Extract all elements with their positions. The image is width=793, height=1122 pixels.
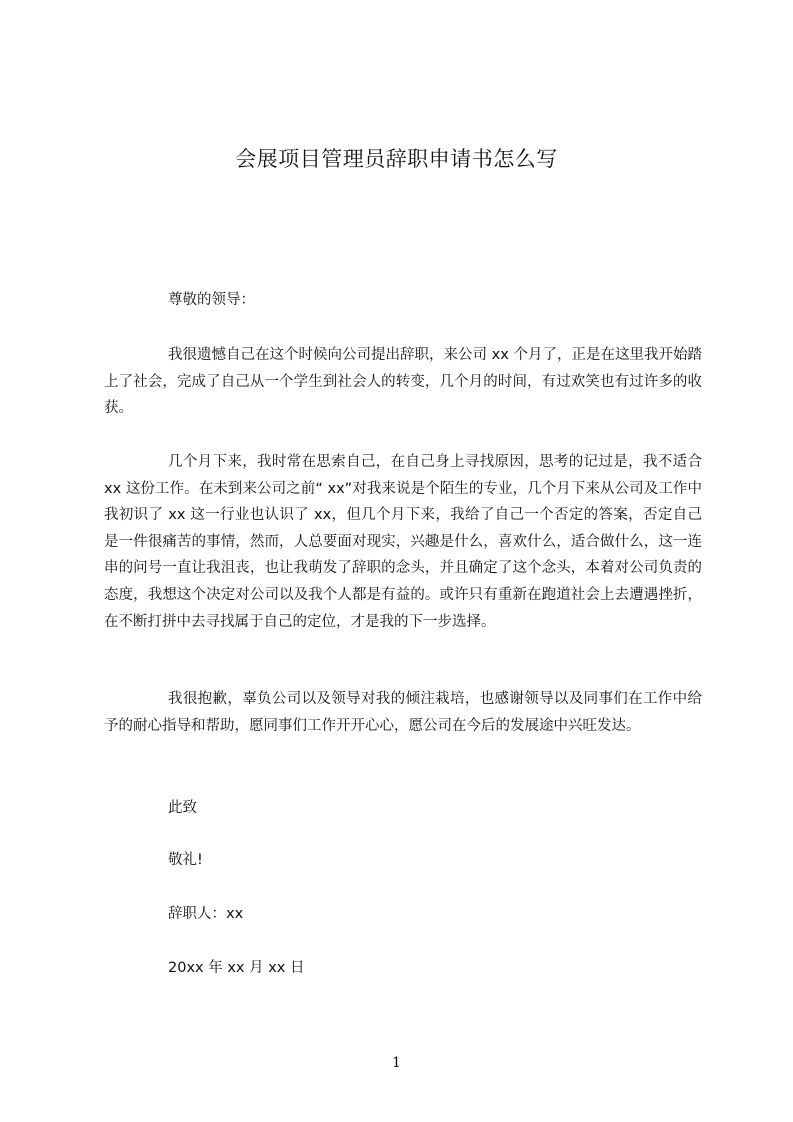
closing-line: 此致: [168, 800, 197, 816]
document-title: 会展项目管理员辞职申请书怎么写: [235, 147, 558, 171]
body-paragraph-2: 几个月下来，我时常在思索自己，在自己身上寻找原因，思考的记过是，我不适合 xx 这份工作。在未到来公司之前“ xx”对我来说是个陌生的专业，几个月下来从公司及工作中我初识了 xx 这一行业也认识了 xx，但几个月下来，我给了自己一个否定的答案，否定自己是一件很痛苦的事情，然而，人总要面对现实，兴趣是什么，喜欢什么，适合做什么，这一连串的问号一直让我沮丧，也让我萌发了辞职的念头，并且确定了这个念头，本着对公司负责的态度，我想这个决定对公司以及我个人都是有益的。或许只有重新在跑道社会上去遭遇挫折，在不断打拼中去寻找属于自己的定位，才是我的下一步选择。: [104, 454, 702, 630]
body-paragraph-1: 我很遗憾自己在这个时候向公司提出辞职，来公司 xx 个月了，正是在这里我开始踏上了社会，完成了自己从一个学生到社会人的转变，几个月的时间，有过欢笑也有过许多的收获。: [104, 347, 702, 417]
page-number: 1: [392, 1055, 401, 1071]
signature-line: 辞职人：xx: [168, 906, 244, 922]
date-line: 20xx 年 xx 月 xx 日: [168, 960, 305, 976]
regards-line: 敬礼!: [168, 852, 203, 868]
body-paragraph-3: 我很抱歉，辜负公司以及领导对我的倾注栽培，也感谢领导以及同事们在工作中给予的耐心指导和帮助，愿同事们工作开开心心，愿公司在今后的发展途中兴旺发达。: [104, 691, 702, 734]
salutation: 尊敬的领导：: [168, 292, 255, 308]
